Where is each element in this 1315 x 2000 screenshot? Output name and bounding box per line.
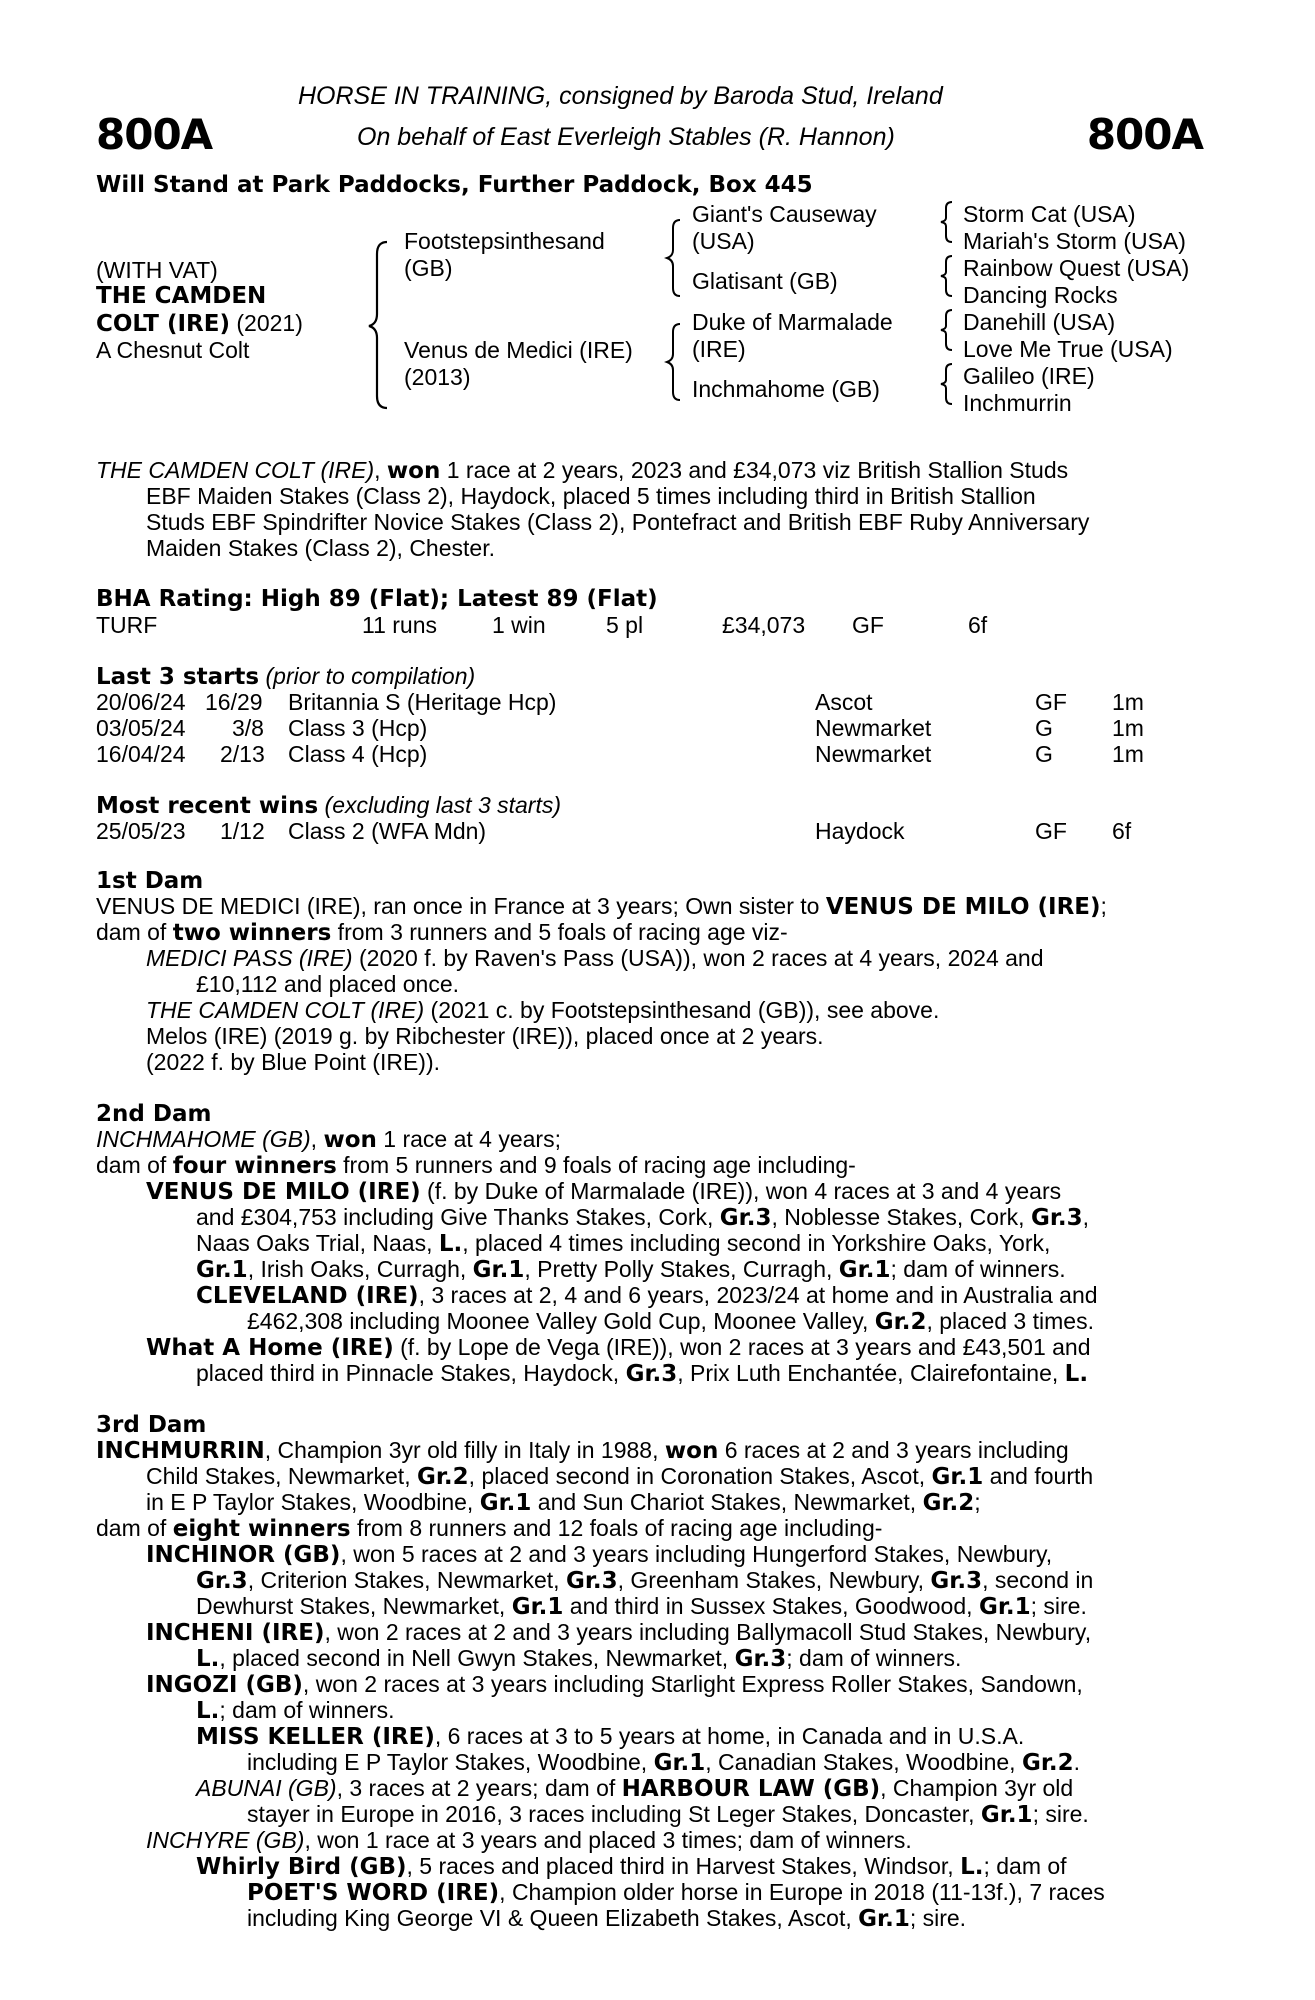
race-course: Haydock bbox=[815, 818, 905, 844]
miss-keller-line2 bbox=[247, 1750, 1080, 1777]
text: , Criterion Stakes, Newmarket, bbox=[247, 1567, 566, 1593]
race-name: Class 3 (Hcp) bbox=[288, 715, 428, 741]
text: ; dam of winners. bbox=[786, 1645, 962, 1671]
grandparent-6: Love Me True (USA) bbox=[963, 336, 1173, 362]
race-course: Ascot bbox=[815, 689, 873, 715]
text: , placed 3 times. bbox=[926, 1308, 1094, 1334]
text: dam of bbox=[96, 1152, 173, 1178]
grade: Gr.3 bbox=[719, 1205, 772, 1231]
text: , 5 races and placed third in Harvest Stakes, Windsor, bbox=[406, 1853, 961, 1879]
progeny-name: INGOZI (GB) bbox=[146, 1672, 303, 1698]
text: from 8 runners and 12 foals of racing age including- bbox=[350, 1515, 883, 1541]
text: ; sire. bbox=[909, 1905, 967, 1931]
lot-number-right: 800A bbox=[1086, 110, 1203, 159]
sire-sire-name: Giant's Causeway bbox=[692, 201, 877, 227]
grade: Gr.1 bbox=[511, 1594, 564, 1620]
poets-word-line1 bbox=[247, 1880, 1105, 1907]
grandparent-2: Mariah's Storm (USA) bbox=[963, 228, 1186, 254]
text: Child Stakes, Newmarket, bbox=[146, 1463, 417, 1489]
progeny-medici-pass-cont: £10,112 and placed once. bbox=[196, 971, 460, 997]
text: Dewhurst Stakes, Newmarket, bbox=[196, 1593, 512, 1619]
race-position: 16/29 bbox=[205, 689, 263, 715]
text: ; dam of bbox=[983, 1853, 1067, 1879]
ingozi-line1 bbox=[146, 1672, 1083, 1699]
grade: Gr.1 bbox=[838, 1257, 891, 1283]
grade: L. bbox=[1064, 1361, 1089, 1387]
third-dam-line1 bbox=[96, 1438, 1069, 1465]
last3-title: Last 3 starts bbox=[96, 664, 260, 690]
abunai-line2 bbox=[247, 1802, 1089, 1829]
summary-line1: THE CAMDEN COLT (IRE), won 1 race at 2 years, 2023 and £34,073 viz British Stallion Studs bbox=[96, 457, 1069, 484]
pedigree-brace-g4 bbox=[938, 362, 956, 406]
text: (f. by Duke of Marmalade (IRE)), won 4 races at 3 and 4 years bbox=[420, 1178, 1062, 1204]
progeny-name: ABUNAI (GB) bbox=[196, 1775, 337, 1801]
progeny-name: INCHENI (IRE) bbox=[146, 1620, 325, 1646]
text: 1 race at 4 years; bbox=[376, 1126, 561, 1152]
summary-won: won bbox=[386, 458, 441, 484]
race-going: GF bbox=[1035, 818, 1067, 844]
progeny-name: VENUS DE MILO (IRE) bbox=[146, 1179, 421, 1205]
inchinor-line1 bbox=[146, 1542, 1052, 1569]
second-dam-line1 bbox=[96, 1127, 561, 1154]
grandparent-3: Rainbow Quest (USA) bbox=[963, 255, 1190, 281]
winners-count: two winners bbox=[172, 920, 332, 946]
stand-location: Will Stand at Park Paddocks, Further Paddock, Box 445 bbox=[96, 172, 813, 198]
rating-wins: 1 win bbox=[492, 612, 546, 638]
dam-name: INCHMURRIN bbox=[96, 1438, 265, 1464]
progeny-camden-colt bbox=[146, 998, 939, 1024]
winners-count: four winners bbox=[172, 1153, 337, 1179]
race-date: 16/04/24 bbox=[96, 741, 186, 767]
sire-dam-name: Glatisant (GB) bbox=[692, 268, 838, 294]
grade: Gr.3 bbox=[196, 1568, 248, 1594]
venus-de-milo-line4 bbox=[196, 1257, 1066, 1284]
pedigree-brace-g3 bbox=[938, 308, 956, 352]
foaling-year: (2021) bbox=[236, 310, 303, 336]
text: from 3 runners and 5 foals of racing age viz- bbox=[331, 919, 788, 945]
race-name: Britannia S (Heritage Hcp) bbox=[288, 689, 557, 715]
race-distance: 1m bbox=[1112, 741, 1144, 767]
won: won bbox=[323, 1127, 377, 1153]
text: Naas Oaks Trial, Naas, bbox=[196, 1230, 439, 1256]
horse-name-part: COLT (IRE) bbox=[96, 311, 230, 337]
text: , Pretty Polly Stakes, Curragh, bbox=[524, 1256, 839, 1282]
text: , 3 races at 2, 4 and 6 years, 2023/24 at home and in Australia and bbox=[418, 1282, 1098, 1308]
text: ; sire. bbox=[1030, 1593, 1087, 1619]
progeny-name: MEDICI PASS (IRE) bbox=[146, 945, 353, 971]
text: , Champion 3yr old bbox=[880, 1775, 1074, 1801]
progeny-melos: Melos (IRE) (2019 g. by Ribchester (IRE)), placed once at 2 years. bbox=[146, 1023, 824, 1049]
consignor-line: HORSE IN TRAINING, consigned by Baroda Stud, Ireland bbox=[298, 82, 943, 110]
winners-count: eight winners bbox=[172, 1516, 351, 1542]
third-dam-line2 bbox=[146, 1464, 1093, 1491]
race-date: 25/05/23 bbox=[96, 818, 186, 844]
race-distance: 1m bbox=[1112, 715, 1144, 741]
recent-note: (excluding last 3 starts) bbox=[324, 792, 562, 818]
text: ; dam of winners. bbox=[890, 1256, 1066, 1282]
inchinor-line2 bbox=[196, 1568, 1093, 1595]
text: from 5 runners and 9 foals of racing age including- bbox=[336, 1152, 856, 1178]
grade: L. bbox=[196, 1646, 220, 1672]
pedigree-brace-g1 bbox=[938, 200, 956, 244]
grade: L. bbox=[196, 1698, 220, 1724]
race-going: GF bbox=[1035, 689, 1067, 715]
grandparent-1: Storm Cat (USA) bbox=[963, 201, 1136, 227]
text: and Sun Chariot Stakes, Newmarket, bbox=[531, 1489, 923, 1515]
text: , Greenham Stakes, Newbury, bbox=[617, 1567, 931, 1593]
grade: Gr.1 bbox=[931, 1464, 984, 1490]
rating-runs: 11 runs bbox=[362, 612, 438, 638]
race-distance: 1m bbox=[1112, 689, 1144, 715]
race-date: 03/05/24 bbox=[96, 715, 186, 741]
on-behalf-line: On behalf of East Everleigh Stables (R. Hannon) bbox=[357, 123, 895, 151]
cleveland-line1 bbox=[196, 1283, 1098, 1310]
grade: Gr.2 bbox=[416, 1464, 469, 1490]
first-dam-line2 bbox=[96, 920, 788, 947]
text: ; bbox=[974, 1489, 981, 1515]
text: including E P Taylor Stakes, Woodbine, bbox=[247, 1749, 654, 1775]
text: , second in bbox=[982, 1567, 1094, 1593]
text: , won 5 races at 2 and 3 years including Hungerford Stakes, Newbury, bbox=[340, 1541, 1053, 1567]
grade: Gr.3 bbox=[734, 1646, 787, 1672]
race-course: Newmarket bbox=[815, 715, 932, 741]
horse-description: A Chesnut Colt bbox=[96, 337, 250, 363]
text: VENUS DE MEDICI (IRE), ran once in France at 3 years; Own sister to bbox=[96, 893, 826, 919]
cleveland-line2 bbox=[247, 1309, 1094, 1336]
whirly-bird-line1 bbox=[196, 1854, 1067, 1881]
rating-earnings: £34,073 bbox=[722, 612, 806, 638]
progeny-name: Whirly Bird (GB) bbox=[196, 1854, 407, 1880]
race-position: 3/8 bbox=[232, 715, 264, 741]
text: dam of bbox=[96, 1515, 173, 1541]
text: placed third in Pinnacle Stakes, Haydock, bbox=[196, 1360, 626, 1386]
text: ; sire. bbox=[1032, 1801, 1089, 1827]
text: and £304,753 including Give Thanks Stakes, Cork, bbox=[196, 1204, 720, 1230]
race-date: 20/06/24 bbox=[96, 689, 186, 715]
grade: Gr.3 bbox=[1030, 1205, 1083, 1231]
summary-text1: 1 race at 2 years, 2023 and £34,073 viz British Stallion Studs bbox=[440, 457, 1069, 483]
grade: Gr.1 bbox=[653, 1750, 706, 1776]
dam-sire-country: (IRE) bbox=[692, 336, 746, 362]
grade: L. bbox=[438, 1231, 463, 1257]
text: , won 2 races at 2 and 3 years including Ballymacoll Stud Stakes, Newbury, bbox=[324, 1619, 1092, 1645]
race-course: Newmarket bbox=[815, 741, 932, 767]
first-dam-heading: 1st Dam bbox=[96, 868, 204, 894]
pedigree-brace-dam bbox=[664, 322, 684, 402]
dam-sire-name: Duke of Marmalade bbox=[692, 309, 893, 335]
summary-line2: EBF Maiden Stakes (Class 2), Haydock, placed 5 times including third in British Stallion bbox=[146, 483, 1036, 509]
grade: Gr.1 bbox=[980, 1802, 1033, 1828]
dam-dam-name: Inchmahome (GB) bbox=[692, 376, 880, 402]
third-dam-line3 bbox=[146, 1490, 981, 1517]
progeny-name: What A Home (IRE) bbox=[146, 1335, 394, 1361]
what-a-home-line2 bbox=[196, 1361, 1088, 1388]
second-dam-line2 bbox=[96, 1153, 856, 1180]
last3-heading bbox=[96, 663, 475, 690]
progeny-name: INCHYRE (GB) bbox=[146, 1827, 305, 1853]
grandparent-5: Danehill (USA) bbox=[963, 309, 1116, 335]
race-name: Class 2 (WFA Mdn) bbox=[288, 818, 487, 844]
grand-progeny-name: POET'S WORD (IRE) bbox=[247, 1880, 500, 1906]
grade: Gr.3 bbox=[625, 1361, 678, 1387]
text: , won 2 races at 3 years including Starlight Express Roller Stakes, Sandown, bbox=[302, 1671, 1083, 1697]
text: stayer in Europe in 2016, 3 races including St Leger Stakes, Doncaster, bbox=[247, 1801, 981, 1827]
text: , won 1 race at 3 years and placed 3 times; dam of winners. bbox=[304, 1827, 912, 1853]
grade: Gr.1 bbox=[479, 1490, 532, 1516]
summary-line3: Studs EBF Spindrifter Novice Stakes (Class 2), Pontefract and British EBF Ruby Anniversary bbox=[146, 509, 1090, 535]
text: , placed second in Coronation Stakes, Ascot, bbox=[468, 1463, 932, 1489]
rating-distance: 6f bbox=[968, 612, 988, 638]
first-dam-line1 bbox=[96, 894, 1107, 921]
progeny-name: MISS KELLER (IRE) bbox=[196, 1724, 435, 1750]
dam-year: (2013) bbox=[404, 364, 471, 390]
text: , Champion 3yr old filly in Italy in 1988, bbox=[264, 1437, 665, 1463]
summary-line4: Maiden Stakes (Class 2), Chester. bbox=[146, 535, 495, 561]
lot-number-left: 800A bbox=[96, 110, 213, 159]
miss-keller-line1 bbox=[196, 1724, 1024, 1751]
venus-de-milo-line1 bbox=[146, 1179, 1061, 1206]
second-dam-heading: 2nd Dam bbox=[96, 1101, 212, 1127]
rating-surface: TURF bbox=[96, 612, 158, 638]
text: 6 races at 2 and 3 years including bbox=[718, 1437, 1069, 1463]
text: dam of bbox=[96, 919, 173, 945]
inchinor-line3 bbox=[196, 1594, 1087, 1621]
text: . bbox=[1073, 1749, 1081, 1775]
third-dam-heading: 3rd Dam bbox=[96, 1412, 207, 1438]
rating-placed: 5 pl bbox=[606, 612, 644, 638]
text: ; dam of winners. bbox=[219, 1697, 395, 1723]
text: , placed 4 times including second in Yorkshire Oaks, York, bbox=[462, 1230, 1051, 1256]
race-position: 2/13 bbox=[220, 741, 265, 767]
bha-rating: BHA Rating: High 89 (Flat); Latest 89 (Flat) bbox=[96, 586, 658, 612]
grade: Gr.3 bbox=[565, 1568, 618, 1594]
progeny-medici-pass bbox=[146, 946, 1044, 972]
race-going: G bbox=[1035, 715, 1053, 741]
recent-heading bbox=[96, 792, 561, 819]
horse-name-line1: THE CAMDEN bbox=[96, 283, 267, 309]
third-dam-line4 bbox=[96, 1516, 882, 1543]
grand-progeny-name: HARBOUR LAW (GB) bbox=[621, 1776, 881, 1802]
grade: L. bbox=[960, 1854, 984, 1880]
text: (2020 f. by Raven's Pass (USA)), won 2 races at 4 years, 2024 and bbox=[352, 945, 1044, 971]
sister-name: VENUS DE MILO (IRE) bbox=[825, 894, 1101, 920]
grade: Gr.1 bbox=[472, 1257, 525, 1283]
progeny-name: THE CAMDEN COLT (IRE) bbox=[146, 997, 425, 1023]
text: , Prix Luth Enchantée, Clairefontaine, bbox=[677, 1360, 1065, 1386]
venus-de-milo-line3 bbox=[196, 1231, 1050, 1258]
grade: Gr.2 bbox=[874, 1309, 927, 1335]
grade: Gr.1 bbox=[858, 1906, 910, 1932]
poets-word-line2 bbox=[247, 1906, 966, 1933]
grandparent-8: Inchmurrin bbox=[963, 390, 1072, 416]
incheni-line1 bbox=[146, 1620, 1091, 1647]
summary-horse-name: THE CAMDEN COLT (IRE) bbox=[96, 457, 375, 483]
text: , Irish Oaks, Curragh, bbox=[247, 1256, 473, 1282]
race-distance: 6f bbox=[1112, 818, 1132, 844]
text: and fourth bbox=[983, 1463, 1094, 1489]
text: , Noblesse Stakes, Cork, bbox=[771, 1204, 1031, 1230]
grandparent-4: Dancing Rocks bbox=[963, 282, 1118, 308]
grandparent-7: Galileo (IRE) bbox=[963, 363, 1095, 389]
pedigree-brace-sire bbox=[664, 218, 684, 298]
text: , 6 races at 3 to 5 years at home, in Canada and in U.S.A. bbox=[434, 1723, 1025, 1749]
sire-country: (GB) bbox=[404, 255, 453, 281]
text: , 3 races at 2 years; dam of bbox=[336, 1775, 622, 1801]
text: (2021 c. by Footstepsinthesand (GB)), see above. bbox=[424, 997, 940, 1023]
grade: Gr.3 bbox=[930, 1568, 983, 1594]
text: ; bbox=[1100, 893, 1107, 919]
recent-title: Most recent wins bbox=[96, 793, 319, 819]
grade: Gr.1 bbox=[196, 1257, 248, 1283]
dam-name: Venus de Medici (IRE) bbox=[404, 337, 633, 363]
progeny-name: CLEVELAND (IRE) bbox=[196, 1283, 419, 1309]
what-a-home-line1 bbox=[146, 1335, 1091, 1362]
inchyre-line1 bbox=[146, 1828, 912, 1854]
grade: Gr.2 bbox=[1021, 1750, 1074, 1776]
text: , bbox=[310, 1126, 324, 1152]
venus-de-milo-line2 bbox=[196, 1205, 1089, 1232]
text: , Champion older horse in Europe in 2018 (11-13f.), 7 races bbox=[499, 1879, 1105, 1905]
race-going: G bbox=[1035, 741, 1053, 767]
incheni-line2 bbox=[196, 1646, 961, 1673]
text: , bbox=[1082, 1204, 1090, 1230]
pedigree-brace-main bbox=[365, 240, 395, 410]
text: , placed second in Nell Gwyn Stakes, Newmarket, bbox=[219, 1645, 735, 1671]
text: in E P Taylor Stakes, Woodbine, bbox=[146, 1489, 480, 1515]
progeny-name: INCHINOR (GB) bbox=[146, 1542, 341, 1568]
text: (f. by Lope de Vega (IRE)), won 2 races at 3 years and £43,501 and bbox=[393, 1334, 1091, 1360]
grade: Gr.1 bbox=[978, 1594, 1031, 1620]
sire-sire-country: (USA) bbox=[692, 228, 755, 254]
dam-name: INCHMAHOME (GB) bbox=[96, 1126, 311, 1152]
won: won bbox=[664, 1438, 719, 1464]
race-name: Class 4 (Hcp) bbox=[288, 741, 428, 767]
grade: Gr.2 bbox=[922, 1490, 975, 1516]
ingozi-line2 bbox=[196, 1698, 395, 1725]
rating-going: GF bbox=[852, 612, 884, 638]
text: including King George VI & Queen Elizabeth Stakes, Ascot, bbox=[247, 1905, 859, 1931]
progeny-2022-filly: (2022 f. by Blue Point (IRE)). bbox=[146, 1049, 441, 1075]
text: , Canadian Stakes, Woodbine, bbox=[705, 1749, 1022, 1775]
pedigree-brace-g2 bbox=[938, 254, 956, 298]
vat-note: (WITH VAT) bbox=[96, 257, 218, 283]
horse-name-line2 bbox=[96, 310, 303, 338]
sire-name: Footstepsinthesand bbox=[404, 228, 605, 254]
last3-note: (prior to compilation) bbox=[265, 663, 476, 689]
race-position: 1/12 bbox=[220, 818, 265, 844]
text: and third in Sussex Stakes, Goodwood, bbox=[563, 1593, 979, 1619]
text: £462,308 including Moonee Valley Gold Cup, Moonee Valley, bbox=[247, 1308, 875, 1334]
abunai-line1 bbox=[196, 1776, 1073, 1803]
